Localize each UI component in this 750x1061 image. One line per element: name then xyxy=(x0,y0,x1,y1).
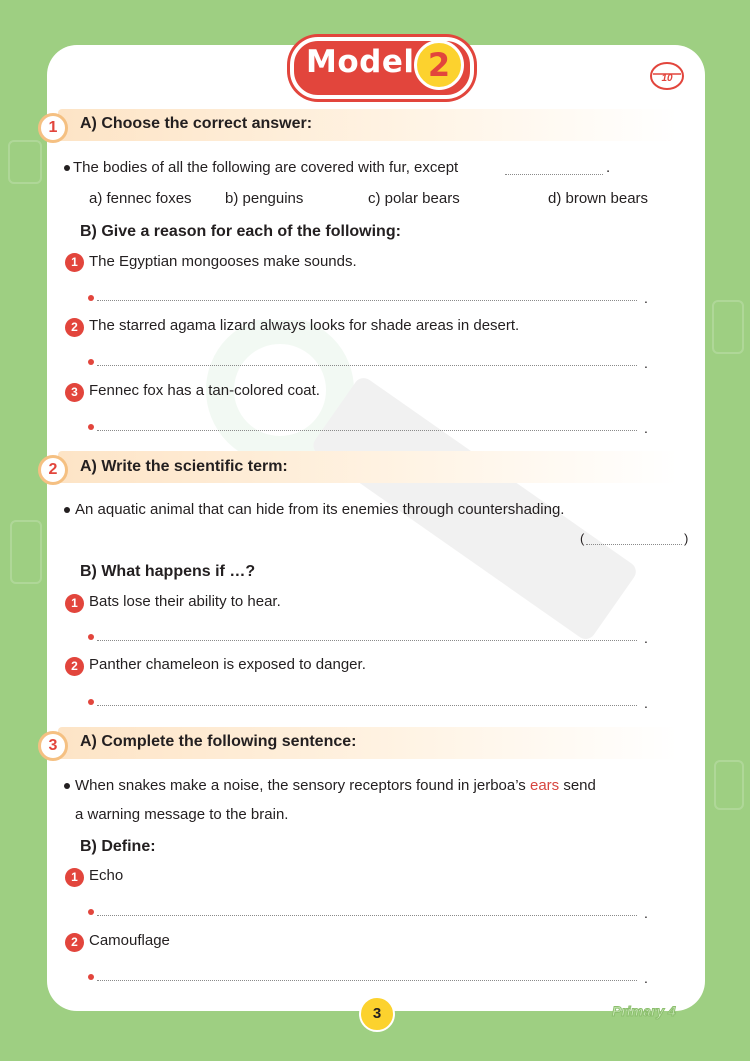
answer-bullet xyxy=(88,974,94,980)
answer-bullet xyxy=(88,699,94,705)
define-term-2: Camouflage xyxy=(89,932,170,949)
item-number: 2 xyxy=(65,657,84,676)
background-doodle xyxy=(712,300,744,354)
model-number: 2 xyxy=(414,40,464,90)
background-doodle xyxy=(10,520,42,584)
q2-statement: An aquatic animal that can hide from its enemies through countershading. xyxy=(75,501,565,518)
option-d[interactable]: d) brown bears xyxy=(548,190,649,207)
scientific-term-answer-line[interactable] xyxy=(586,544,682,545)
line-end-period: . xyxy=(644,695,648,711)
answer-line-define-2[interactable] xyxy=(97,980,637,981)
question-3-number: 3 xyxy=(38,731,68,761)
reason-2-text: The starred agama lizard always looks for shade areas in desert. xyxy=(89,317,520,334)
line-end-period: . xyxy=(644,630,648,646)
define-term-1: Echo xyxy=(89,867,124,884)
sentence-text: When snakes make a noise, the sensory receptors found in jerboa’s xyxy=(75,777,526,794)
blank-answer-line[interactable] xyxy=(505,174,603,175)
question-1-number: 1 xyxy=(38,113,68,143)
line-end-period: . xyxy=(644,970,648,986)
line-end-period: . xyxy=(644,420,648,436)
what-happens-2-text: Panther chameleon is exposed to danger. xyxy=(89,656,366,673)
option-b[interactable]: b) penguins xyxy=(225,190,304,207)
answer-line-reason-1[interactable] xyxy=(97,300,637,301)
item-number: 2 xyxy=(65,933,84,952)
model-title: Model xyxy=(306,44,415,80)
q1-part-a-heading: A) Choose the correct answer: xyxy=(80,115,313,132)
item-number: 1 xyxy=(65,868,84,887)
answer-line-what-happens-1[interactable] xyxy=(97,640,637,641)
answer-line-what-happens-2[interactable] xyxy=(97,705,637,706)
grade-label: Primary 4 xyxy=(612,1003,676,1019)
bullet-icon xyxy=(64,783,70,789)
page-number: 3 xyxy=(359,996,395,1032)
answer-bracket-close: ) xyxy=(684,531,689,546)
answer-bracket-open: ( xyxy=(580,531,585,546)
item-number: 3 xyxy=(65,383,84,402)
answer-bullet xyxy=(88,909,94,915)
score-total: 10 xyxy=(661,73,673,84)
q3-sentence-line-1 xyxy=(75,777,596,794)
background-doodle xyxy=(714,760,744,810)
line-end-period: . xyxy=(644,290,648,306)
reason-3-text: Fennec fox has a tan-colored coat. xyxy=(89,382,320,399)
answer-line-reason-2[interactable] xyxy=(97,365,637,366)
bullet-icon xyxy=(64,507,70,513)
item-number: 1 xyxy=(65,594,84,613)
line-end-period: . xyxy=(644,355,648,371)
q2-part-b-heading: B) What happens if …? xyxy=(80,563,256,580)
reason-1-text: The Egyptian mongooses make sounds. xyxy=(89,253,357,270)
bullet-icon xyxy=(64,165,70,171)
statement-period: . xyxy=(606,159,611,176)
background-doodle xyxy=(8,140,42,184)
q1-statement: The bodies of all the following are covered with fur, except xyxy=(73,159,459,176)
q1-part-b-heading: B) Give a reason for each of the following: xyxy=(80,223,401,240)
sentence-text: send xyxy=(563,777,596,794)
option-a[interactable]: a) fennec foxes xyxy=(89,190,192,207)
answer-bullet xyxy=(88,634,94,640)
q3-part-a-heading: A) Complete the following sentence: xyxy=(80,733,357,750)
item-number: 2 xyxy=(65,318,84,337)
answer-line-define-1[interactable] xyxy=(97,915,637,916)
q2-part-a-heading: A) Write the scientific term: xyxy=(80,458,288,475)
answer-bullet xyxy=(88,424,94,430)
what-happens-1-text: Bats lose their ability to hear. xyxy=(89,593,281,610)
answer-bullet xyxy=(88,359,94,365)
option-c[interactable]: c) polar bears xyxy=(368,190,460,207)
answer-bullet xyxy=(88,295,94,301)
line-end-period: . xyxy=(644,905,648,921)
answer-line-reason-3[interactable] xyxy=(97,430,637,431)
question-2-number: 2 xyxy=(38,455,68,485)
highlighted-word: ears xyxy=(529,777,560,794)
item-number: 1 xyxy=(65,253,84,272)
q3-part-b-heading: B) Define: xyxy=(80,838,156,855)
q3-sentence-line-2: a warning message to the brain. xyxy=(75,806,289,823)
